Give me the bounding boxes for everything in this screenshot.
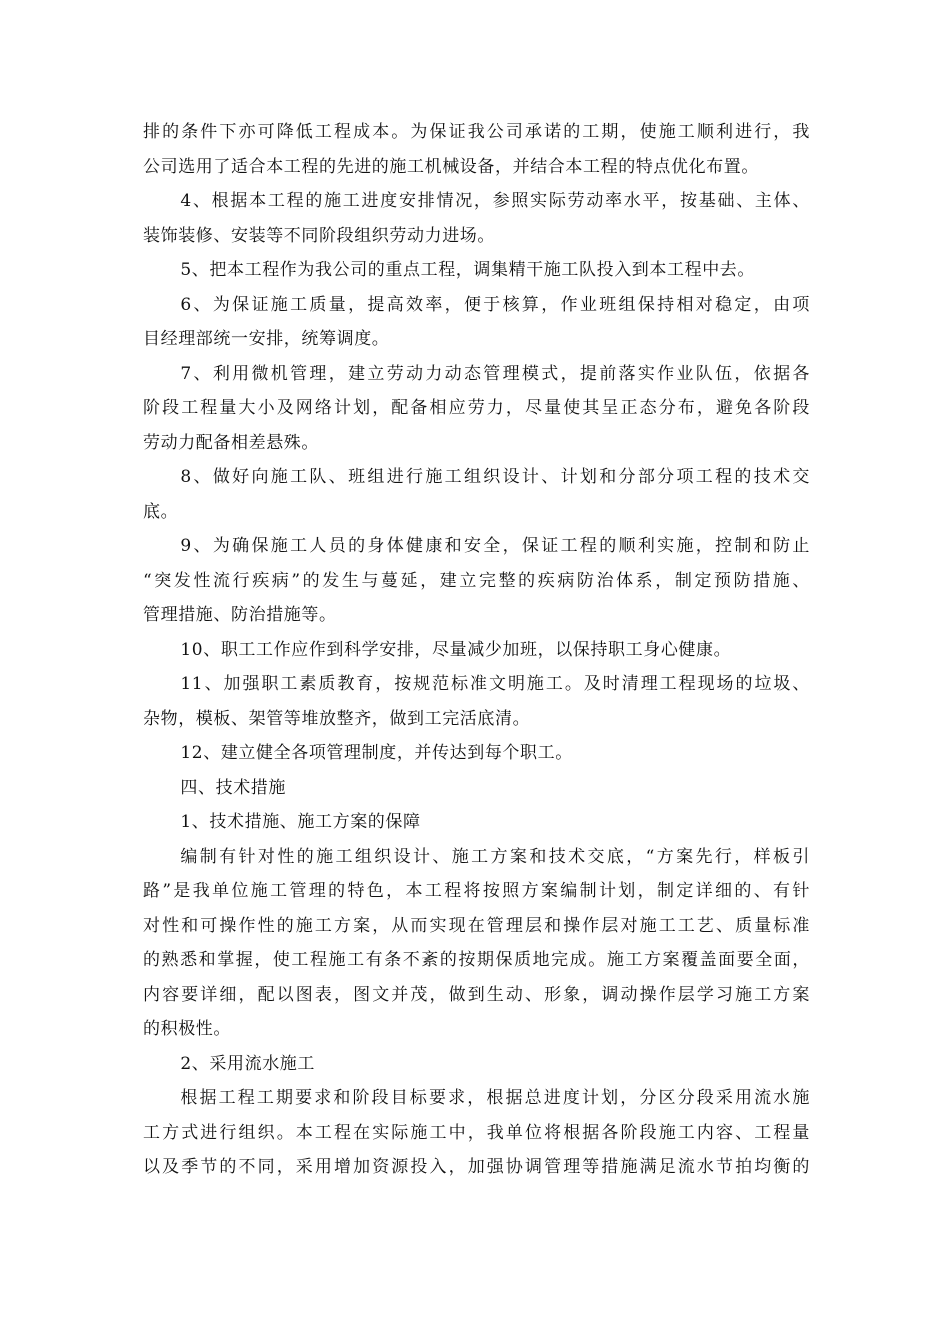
text-line: 公司选用了适合本工程的先进的施工机械设备，并结合本工程的特点优化布置。 [143,156,759,177]
text-line: 2、采用流水施工 [180,1053,316,1074]
text-line: 4、根据本工程的施工进度安排情况，参照实际劳动率水平，按基础、主体、 [180,191,810,211]
text-line: 底。 [143,501,179,522]
text-line: 管理措施、防治措施等。 [143,605,337,625]
text-line: 12、建立健全各项管理制度，并传达到每个职工。 [180,743,573,763]
text-line: 杂物，模板、架管等堆放整齐，做到工完活底清。 [143,708,531,729]
text-line: 以及季节的不同，采用增加资源投入，加强协调管理等措施满足流水节拍均衡的 [143,1157,810,1177]
paragraph [143,633,810,668]
text-line: 1、技术措施、施工方案的保障 [180,812,421,832]
text-line: 的积极性。 [143,1019,231,1039]
text-line: 8、做好向施工队、班组进行施工组织设计、计划和分部分项工程的技术交 [180,467,810,487]
paragraph [143,288,810,357]
text-line: 装饰装修、安装等不同阶段组织劳动力进场。 [143,225,495,246]
text-line: 工方式进行组织。本工程在实际施工中，我单位将根据各阶段施工内容、工程量 [143,1122,810,1143]
text-line: 四、技术措施 [180,777,286,798]
text-line: 劳动力配备相差悬殊。 [143,432,319,453]
text-line: 7、利用微机管理，建立劳动力动态管理模式，提前落实作业队伍，依据各 [180,363,810,384]
paragraph [143,357,810,461]
paragraph [143,1081,810,1185]
text-line: 对性和可操作性的施工方案，从而实现在管理层和操作层对施工工艺、质量标准 [143,915,810,936]
paragraph [143,529,810,633]
paragraph [143,805,810,840]
text-line: 路”是我单位施工管理的特色，本工程将按照方案编制计划，制定详细的、有针 [143,881,810,901]
text-line: 目经理部统一安排，统筹调度。 [143,329,390,349]
text-line: 的熟悉和掌握，使工程施工有条不紊的按期保质地完成。施工方案覆盖面要全面， [143,950,810,970]
text-line: 10、职工工作应作到科学安排，尽量减少加班，以保持职工身心健康。 [180,639,732,660]
paragraph [143,1047,810,1082]
text-line: 5、把本工程作为我公司的重点工程，调集精干施工队投入到本工程中去。 [180,260,756,280]
paragraph [143,771,810,806]
text-line: 9、为确保施工人员的身体健康和安全，保证工程的顺利实施，控制和防止 [180,536,810,556]
paragraph [143,115,810,184]
paragraph [143,840,810,1047]
text-line: 编制有针对性的施工组织设计、施工方案和技术交底，“方案先行，样板引 [180,846,810,867]
text-line: 11、加强职工素质教育，按规范标准文明施工。及时清理工程现场的垃圾、 [180,674,810,694]
document-body [143,115,810,1185]
paragraph [143,253,810,288]
text-line: 6、为保证施工质量，提高效率，便于核算，作业班组保持相对稳定，由项 [180,294,810,315]
text-line: 根据工程工期要求和阶段目标要求，根据总进度计划，分区分段采用流水施 [180,1088,810,1108]
paragraph [143,667,810,736]
text-line: 排的条件下亦可降低工程成本。为保证我公司承诺的工期，使施工顺利进行，我 [143,122,810,142]
paragraph [143,184,810,253]
paragraph [143,460,810,529]
text-line: 内容要详细，配以图表，图文并茂，做到生动、形象，调动操作层学习施工方案 [143,984,810,1005]
text-line: 阶段工程量大小及网络计划，配备相应劳力，尽量使其呈正态分布，避免各阶段 [143,398,810,418]
paragraph [143,736,810,771]
text-line: “突发性流行疾病”的发生与蔓延，建立完整的疾病防治体系，制定预防措施、 [143,570,810,591]
